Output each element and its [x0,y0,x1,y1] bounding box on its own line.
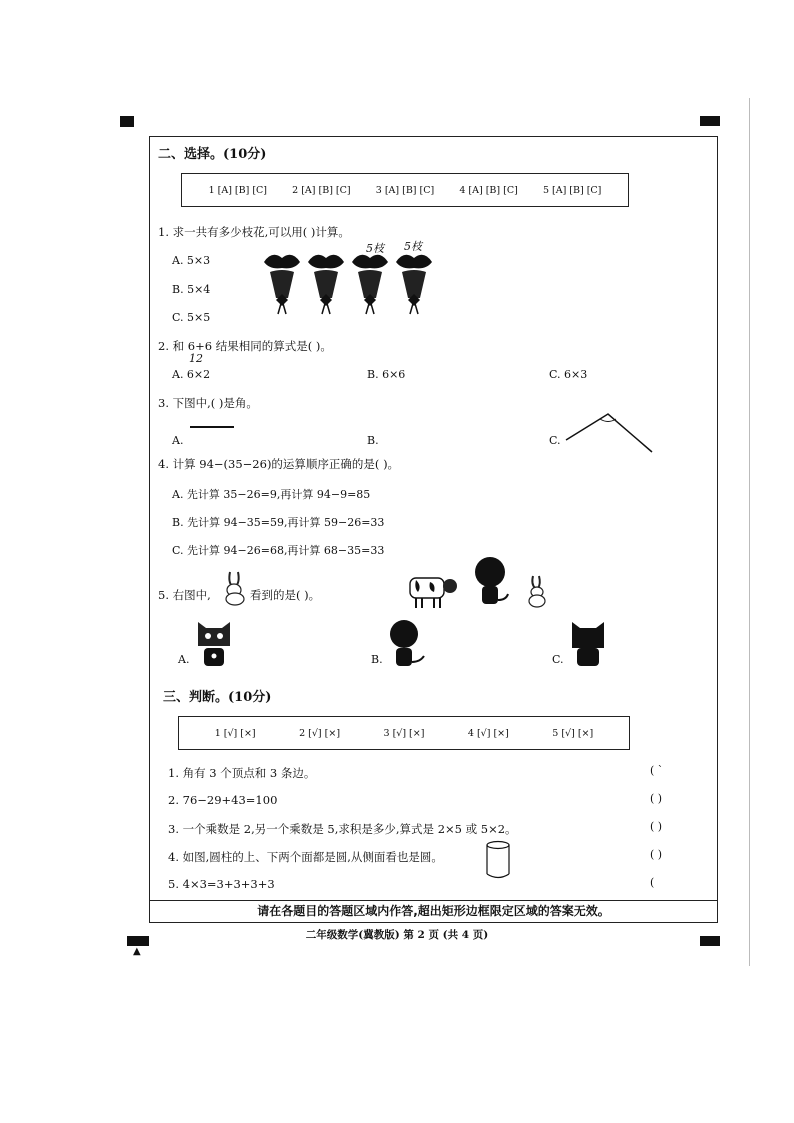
line-segment-figure [190,426,234,428]
cat-back-view-icon [472,554,512,610]
question-1-text: 1. 求一共有多少枝花,可以用( )计算。 [158,225,350,239]
handwriting-5-zhi-b: 5枝 [404,240,422,253]
rabbit-observer-icon [525,574,549,608]
judge-paren-4[interactable]: ( ) [650,848,663,861]
answer-choice-1[interactable]: 1 [A] [B] [C] [208,184,268,196]
question-4-option-c[interactable]: C. 先计算 94−26=68,再计算 68−35=33 [172,544,385,557]
question-5-option-b[interactable]: B. [371,653,383,666]
question-4-text: 4. 计算 94−(35−26)的运算顺序正确的是( )。 [158,457,400,471]
question-5-text-after: 看到的是( )。 [250,588,321,602]
scan-edge-line [749,98,750,966]
judge-paren-3[interactable]: ( ) [650,820,663,833]
question-3-option-b[interactable]: B. [367,434,379,447]
handwriting-12: 12 [189,352,203,365]
section-2-answer-sheet [181,173,629,207]
statement-4: 4. 如图,圆柱的上、下两个面都是圆,从侧面看也是圆。 [168,850,443,864]
cat-back-view-option-icon [386,618,428,670]
judge-choice-3[interactable]: 3 [√] [×] [383,727,425,739]
judge-choice-2[interactable]: 2 [√] [×] [299,727,341,739]
page-footer: 二年级数学(冀教版) 第 2 页 (共 4 页) [305,929,489,941]
flower-bouquet-4 [396,255,432,314]
answer-area-notice: 请在各题目的答题区域内作答,超出矩形边框限定区域的答案无效。 [149,900,718,923]
section-3-title: 三、判断。(10分) [163,690,272,705]
cat-front-view-icon [194,618,234,670]
statement-2: 2. 76−29+43=100 [168,793,278,807]
question-1-option-b[interactable]: B. 5×4 [172,283,211,296]
judge-paren-2[interactable]: ( ) [650,792,663,805]
question-1-option-c[interactable]: C. 5×5 [172,311,211,324]
section-2-title: 二、选择。(10分) [158,147,267,162]
registration-mark-top-right [700,116,720,126]
question-2-option-c[interactable]: C. 6×3 [549,368,588,381]
registration-mark-top-left [120,116,134,127]
angle-figure [562,410,658,458]
question-2-option-a[interactable]: A. 6×2 [172,368,211,381]
answer-choice-5[interactable]: 5 [A] [B] [C] [542,184,602,196]
answer-choice-4[interactable]: 4 [A] [B] [C] [459,184,518,196]
footer-triangle-mark: ▲ [133,946,141,957]
cat-silhouette-icon [568,618,608,670]
flower-bouquet-2 [308,255,344,314]
statement-1: 1. 角有 3 个顶点和 3 条边。 [168,766,316,780]
judge-choice-4[interactable]: 4 [√] [×] [467,727,509,739]
section-3-answer-sheet [178,716,630,750]
answer-choice-2[interactable]: 2 [A] [B] [C] [292,184,351,196]
question-4-option-b[interactable]: B. 先计算 94−35=59,再计算 59−26=33 [172,516,385,529]
judge-choice-5[interactable]: 5 [√] [×] [552,727,594,739]
question-5-option-c[interactable]: C. [552,653,564,666]
question-3-option-c[interactable]: C. [549,434,561,447]
cylinder-figure [484,840,512,880]
statement-3: 3. 一个乘数是 2,另一个乘数是 5,求积是多少,算式是 2×5 或 5×2。 [168,822,517,836]
question-4-option-a[interactable]: A. 先计算 35−26=9,再计算 94−9=85 [172,488,371,501]
statement-5: 5. 4×3=3+3+3+3 [168,877,275,891]
handwriting-5-zhi-a: 5枝 [366,242,384,255]
question-2-text: 2. 和 6+6 结果相同的算式是( )。 [158,339,332,353]
judge-paren-5[interactable]: ( [650,876,655,889]
judge-paren-1[interactable]: ( ` [650,764,664,777]
question-1-option-a[interactable]: A. 5×3 [172,254,211,267]
question-5-option-a[interactable]: A. [178,653,190,666]
question-5-text-before: 5. 右图中, [158,588,211,602]
question-3-text: 3. 下图中,( )是角。 [158,396,258,410]
question-2-option-b[interactable]: B. 6×6 [367,368,406,381]
judge-choice-1[interactable]: 1 [√] [×] [214,727,256,739]
rabbit-icon [222,570,248,606]
flower-bouquet-3 [352,255,388,314]
cow-icon [406,570,458,610]
question-3-option-a[interactable]: A. [172,434,184,447]
answer-choice-3[interactable]: 3 [A] [B] [C] [375,184,435,196]
flower-bouquet-1 [264,255,300,314]
